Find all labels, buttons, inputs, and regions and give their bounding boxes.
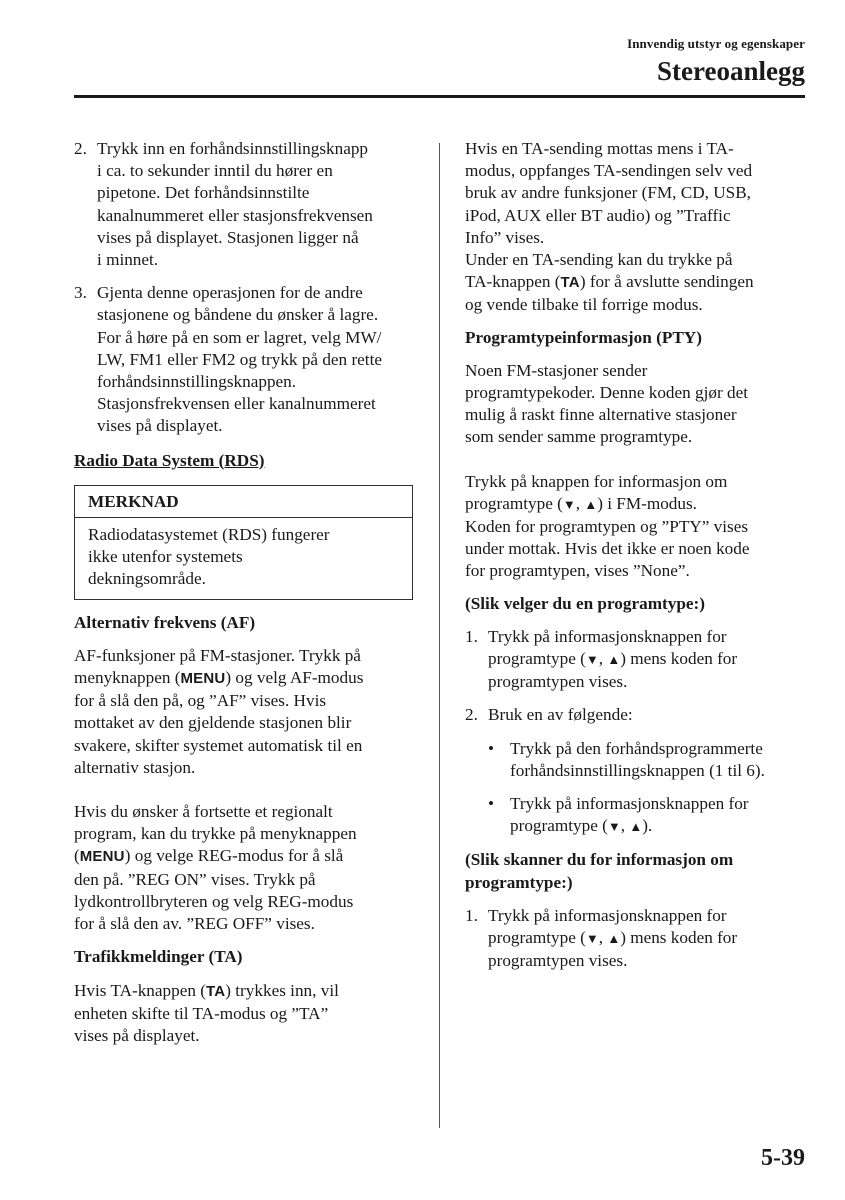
- note-title: MERKNAD: [75, 486, 412, 518]
- text-line: Trykk inn en forhåndsinnstillingsknapp: [97, 139, 369, 158]
- text-fragment: programtype (: [465, 493, 563, 513]
- text-fragment: ) mens koden for: [620, 649, 738, 669]
- ta-button-icon: TA: [205, 982, 226, 1000]
- text-fragment: ,: [598, 928, 608, 948]
- bullet-mark: •: [488, 738, 495, 758]
- af-paragraph-2: [74, 801, 416, 935]
- page-number: 5-39: [761, 1145, 805, 1171]
- text-line: [465, 271, 806, 294]
- text-line: vises på displayet. Stasjonen ligger nå: [97, 227, 359, 247]
- text-fragment: ) og velge REG-modus for å slå: [124, 846, 344, 866]
- text-line: svakere, skifter systemet automatisk til en: [74, 735, 363, 755]
- text-fragment: ) trykkes inn, vil: [225, 980, 339, 1000]
- menu-button-icon: MENU: [180, 670, 226, 688]
- note-body: [75, 518, 412, 599]
- text-fragment: menyknappen (: [74, 668, 181, 688]
- text-line: for å slå den på, og ”AF” vises. Hvis: [74, 691, 327, 711]
- text-line: vises på displayet.: [97, 416, 223, 436]
- text-line: AF-funksjoner på FM-stasjoner. Trykk på: [74, 645, 361, 665]
- text-line: Stasjonsfrekvensen eller kanalnummeret: [97, 394, 376, 414]
- af-paragraph-1: [74, 645, 416, 779]
- text-fragment: programtype (: [510, 816, 608, 836]
- text-line: [510, 815, 806, 838]
- af-heading: Alternativ frekvens (AF): [74, 612, 256, 632]
- text-line: stasjonene og båndene du ønsker å lagre.: [97, 305, 379, 325]
- step-2: [74, 138, 416, 271]
- text-fragment: ,: [620, 816, 630, 836]
- text-line: program, kan du trykke på menyknappen: [74, 824, 357, 844]
- text-line: som sender samme programtype.: [465, 427, 693, 447]
- text-line: i minnet.: [97, 250, 159, 270]
- column-divider: [439, 143, 440, 1128]
- bullet-item: [488, 738, 806, 782]
- pty-paragraph-1: [465, 360, 806, 449]
- step-text: [488, 626, 806, 694]
- up-arrow-icon: ▲: [607, 931, 621, 947]
- text-fragment: ) mens koden for: [620, 928, 738, 948]
- text-line: Trykk på informasjonsknappen for: [488, 905, 727, 925]
- text-line: Koden for programtypen og ”PTY” vises: [465, 517, 749, 537]
- left-column: [74, 138, 416, 1047]
- text-line: den på. ”REG ON” vises. Trykk på: [74, 869, 316, 889]
- ta-button-icon: TA: [560, 274, 580, 292]
- text-line: forhåndsinnstillingsknappen.: [97, 372, 297, 392]
- text-line: [488, 927, 806, 950]
- text-fragment: ) og velg AF-modus: [225, 668, 364, 688]
- pty-paragraph-2: [465, 471, 806, 583]
- text-line: under mottak. Hvis det ikke er noen kode: [465, 539, 750, 559]
- text-line: programtypekoder. Denne koden gjør det: [465, 383, 749, 403]
- text-line: [74, 980, 416, 1003]
- step-number: 2.: [74, 139, 87, 158]
- ta-heading: Trafikkmeldinger (TA): [74, 947, 243, 967]
- text-line: Noen FM-stasjoner sender: [465, 360, 648, 380]
- text-fragment: programtype (: [488, 928, 586, 948]
- header-section-label: Innvendig utstyr og egenskaper: [627, 36, 805, 51]
- text-fragment: TA-knappen (: [465, 272, 561, 292]
- text-line: vises på displayet.: [74, 1025, 200, 1045]
- select-heading: (Slik velger du en programtype:): [465, 593, 705, 613]
- text-line: For å høre på en som er lagret, velg MW/: [97, 327, 382, 347]
- bullet-item: [488, 793, 806, 838]
- up-arrow-icon: ▲: [584, 496, 598, 512]
- text-line: (Slik skanner du for informasjon om: [465, 850, 734, 870]
- step-number: 3.: [74, 283, 87, 303]
- text-line: Hvis en TA-sending mottas mens i TA-: [465, 139, 734, 158]
- bullet-text: [510, 793, 806, 838]
- step-text: [97, 138, 416, 271]
- text-line: for programtypen, vises ”None”.: [465, 561, 690, 581]
- text-line: for å slå den av. ”REG OFF” vises.: [74, 914, 315, 934]
- ta-paragraph: [74, 980, 416, 1048]
- rds-heading: Radio Data System (RDS): [74, 450, 265, 470]
- text-line: mottaket av den gjeldende stasjonen blir: [74, 713, 352, 733]
- text-line: Info” vises.: [465, 227, 545, 247]
- step-text: [97, 282, 416, 437]
- text-line: programtypen vises.: [488, 951, 628, 971]
- text-line: forhåndsinnstillingsknappen (1 til 6).: [510, 760, 765, 780]
- text-line: [74, 667, 416, 690]
- text-fragment: ) i FM-modus.: [597, 493, 697, 513]
- text-line: ikke utenfor systemets: [88, 547, 243, 567]
- text-fragment: ).: [642, 816, 653, 836]
- step-3: [74, 282, 416, 437]
- text-line: programtype:): [465, 872, 573, 892]
- ta-paragraph-1: [465, 138, 806, 249]
- text-line: Hvis du ønsker å fortsette et regionalt: [74, 802, 333, 822]
- text-line: LW, FM1 eller FM2 og trykk på den rette: [97, 349, 382, 369]
- select-step-2: [465, 704, 806, 726]
- step-number: 2.: [465, 705, 478, 725]
- scan-heading: [465, 849, 806, 893]
- bullet-mark: •: [488, 794, 495, 814]
- select-step-1: [465, 626, 806, 694]
- text-line: Trykk på knappen for informasjon om: [465, 471, 728, 491]
- text-line: [488, 648, 806, 671]
- text-fragment: ,: [598, 649, 608, 669]
- text-line: Trykk på informasjonsknappen for: [488, 626, 727, 646]
- note-box: [74, 485, 413, 600]
- text-line: enheten skifte til TA-modus og ”TA”: [74, 1003, 329, 1023]
- step-text: Bruk en av følgende:: [488, 705, 633, 725]
- text-line: kanalnummeret eller stasjonsfrekvensen: [97, 205, 373, 225]
- down-arrow-icon: ▼: [585, 652, 599, 668]
- text-line: lydkontrollbryteren og velg REG-modus: [74, 891, 354, 911]
- text-line: iPod, AUX eller BT audio) og ”Traffic: [465, 205, 731, 225]
- text-line: Trykk på informasjonsknappen for: [510, 794, 749, 814]
- text-fragment: programtype (: [488, 649, 586, 669]
- text-fragment: ) for å avslutte sendingen: [579, 272, 754, 292]
- text-line: bruk av andre funksjoner (FM, CD, USB,: [465, 183, 751, 203]
- text-line: pipetone. Det forhåndsinnstilte: [97, 183, 310, 203]
- page-title: Stereoanlegg: [657, 56, 805, 86]
- text-line: Trykk på den forhåndsprogrammerte: [510, 738, 763, 758]
- header-rule: [74, 95, 805, 98]
- text-line: Radiodatasystemet (RDS) fungerer: [88, 525, 330, 545]
- text-line: [465, 493, 806, 516]
- text-line: dekningsområde.: [88, 569, 206, 589]
- text-line: [74, 845, 416, 868]
- scan-step-1: [465, 905, 806, 973]
- text-line: og vende tilbake til forrige modus.: [465, 295, 703, 315]
- ta-paragraph-2: [465, 249, 806, 317]
- text-line: Gjenta denne operasjonen for de andre: [97, 283, 363, 303]
- text-fragment: (: [74, 846, 80, 866]
- text-line: alternativ stasjon.: [74, 757, 196, 777]
- down-arrow-icon: ▼: [562, 496, 576, 512]
- text-fragment: Hvis TA-knappen (: [74, 980, 206, 1000]
- menu-button-icon: MENU: [79, 848, 125, 866]
- down-arrow-icon: ▼: [585, 931, 599, 947]
- text-line: mulig å raskt finne alternative stasjoner: [465, 405, 737, 425]
- text-line: modus, oppfanges TA-sendingen selv ved: [465, 161, 753, 181]
- right-column: [465, 138, 806, 973]
- text-line: programtypen vises.: [488, 672, 628, 692]
- step-number: 1.: [465, 626, 478, 646]
- pty-heading: Programtypeinformasjon (PTY): [465, 327, 702, 347]
- down-arrow-icon: ▼: [607, 819, 621, 835]
- text-line: Under en TA-sending kan du trykke på: [465, 250, 733, 270]
- up-arrow-icon: ▲: [607, 652, 621, 668]
- step-number: 1.: [465, 905, 478, 925]
- step-text: [488, 905, 806, 973]
- bullet-text: [510, 738, 806, 782]
- text-fragment: ,: [575, 493, 585, 513]
- text-line: i ca. to sekunder inntil du hører en: [97, 161, 333, 181]
- up-arrow-icon: ▲: [629, 819, 643, 835]
